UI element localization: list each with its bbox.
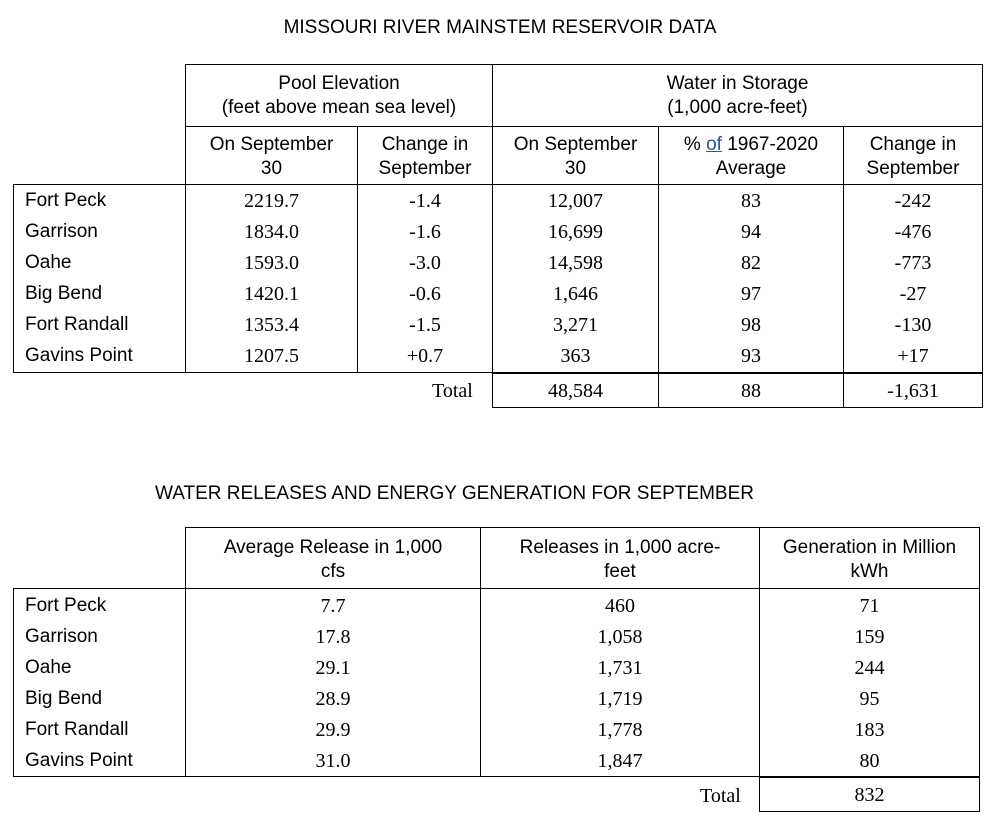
table-row-label: Fort Peck: [25, 595, 107, 616]
table-row-label: Garrison: [25, 221, 98, 242]
elevation-change-column: -1.4 -1.6 -3.0 -0.6 -1.5 +0.7: [357, 184, 493, 373]
total-storage-change: -1,631: [843, 373, 983, 408]
total-label-2: Total: [700, 785, 741, 807]
pct-average-column: 83 94 82 97 98 93: [658, 184, 844, 373]
water-in-storage-header: Water in Storage (1,000 acre-feet): [492, 64, 983, 127]
reservoir-names-column: [13, 184, 186, 373]
table-row-label: Big Bend: [25, 283, 103, 304]
total-storage: 48,584: [492, 373, 659, 408]
col-header-elevation: On September 30: [185, 126, 358, 185]
col-header-storage-change: Change in September: [843, 126, 983, 185]
elevation-column: 2219.7 1834.0 1593.0 1420.1 1353.4 1207.5: [185, 184, 358, 373]
table-row-label: Garrison: [25, 626, 98, 647]
of-link[interactable]: of: [706, 134, 722, 155]
total-pct-average: 88: [658, 373, 844, 408]
reservoir-names-column-2: [13, 588, 186, 777]
table-row-label: Gavins Point: [25, 750, 133, 771]
table-row-label: Fort Peck: [25, 190, 107, 211]
col-header-pct-average: % of 1967-2020 Average: [658, 126, 844, 185]
storage-change-column: -242 -476 -773 -27 -130 +17: [843, 184, 983, 373]
table-row-label: Fort Randall: [25, 314, 129, 335]
generation-column: 71 159 244 95 183 80: [759, 588, 980, 777]
col-header-storage: On September 30: [492, 126, 659, 185]
pool-elevation-header: Pool Elevation (feet above mean sea level): [185, 64, 493, 127]
table-row-label: Fort Randall: [25, 719, 129, 740]
releases-generation-title: WATER RELEASES AND ENERGY GENERATION FOR SEPTEMBER: [155, 483, 754, 504]
total-generation: 832: [759, 777, 980, 812]
releases-af-column: 460 1,058 1,731 1,719 1,778 1,847: [480, 588, 760, 777]
table-row-label: Oahe: [25, 252, 72, 273]
table-row-label: Big Bend: [25, 688, 103, 709]
col-header-elevation-change: Change in September: [357, 126, 493, 185]
col-header-releases-af: Releases in 1,000 acre- feet: [480, 527, 760, 589]
total-label: Total: [432, 380, 473, 402]
col-header-generation: Generation in Million kWh: [759, 527, 980, 589]
storage-column: 12,007 16,699 14,598 1,646 3,271 363: [492, 184, 659, 373]
col-header-average-release: Average Release in 1,000 cfs: [185, 527, 481, 589]
table-row-label: Oahe: [25, 657, 72, 678]
reservoir-data-title: MISSOURI RIVER MAINSTEM RESERVOIR DATA: [283, 17, 717, 38]
average-release-column: 7.7 17.8 29.1 28.9 29.9 31.0: [185, 588, 481, 777]
table-row-label: Gavins Point: [25, 345, 133, 366]
